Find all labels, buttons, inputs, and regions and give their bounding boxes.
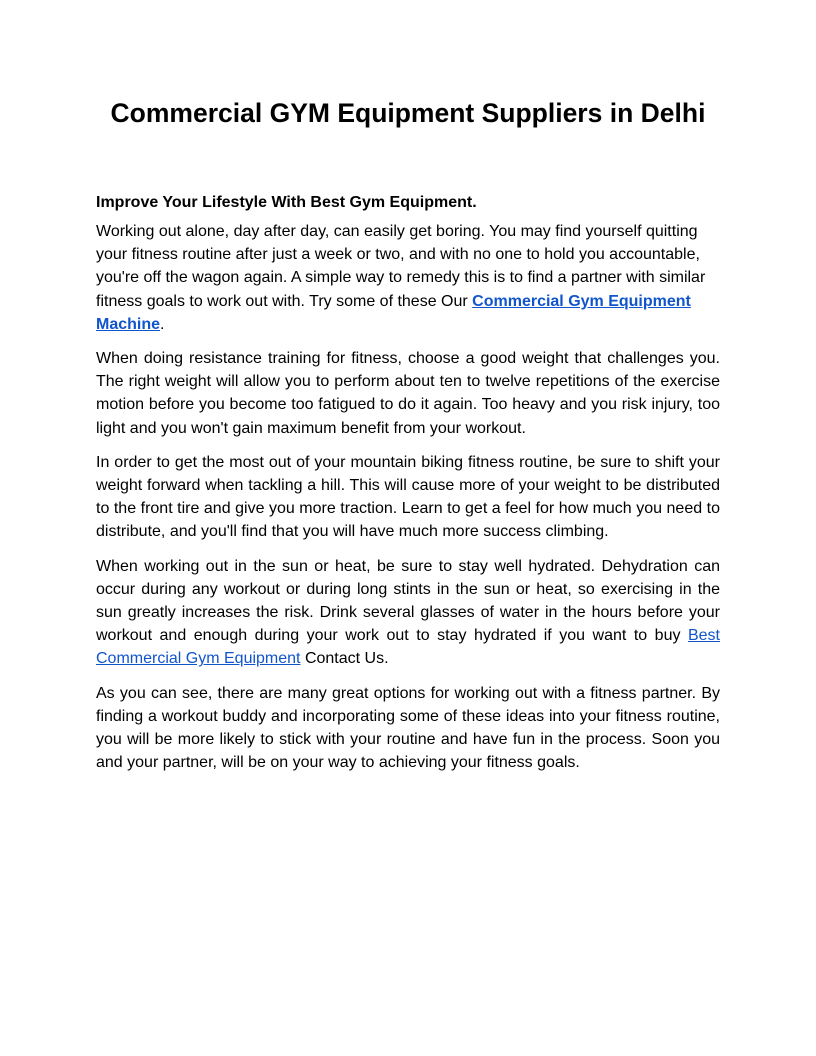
document-page (96, 0, 720, 774)
paragraph-hydration (96, 555, 720, 671)
paragraph-partner-text: Working out alone, day after day, can easily get boring. You may find yourself quitting your fitness routine after just a week or two, and with no one to hold you accountable, you're off the wagon again. A simple way to remedy this is to find a partner with similar fitness goals to work out with. Try some of these Our (96, 223, 706, 310)
section-subheading: Improve Your Lifestyle With Best Gym Equipment. (96, 194, 477, 211)
best-commercial-gym-equipment-link[interactable]: Best Commercial Gym Equipment (96, 627, 720, 668)
paragraph-partner (96, 220, 720, 336)
paragraph-mountain-biking: In order to get the most out of your mountain biking fitness routine, be sure to shift your weight forward when tackling a hill. This will cause more of your weight to be distributed to the front tire and give you more traction. Learn to get a feel for how much you need to distribute, and you'll find that you will have much more success climbing. (96, 453, 720, 541)
paragraph-resistance: When doing resistance training for fitness, choose a good weight that challenges you. The right weight will allow you to perform about ten to twelve repetitions of the exercise motion before you become too fatigued to do it again. Too heavy and you risk injury, too light and you won't gain maximum benefit from your workout. (96, 350, 720, 437)
document-title: Commercial GYM Equipment Suppliers in Delhi (110, 98, 706, 128)
paragraph-partner-end: . (160, 315, 165, 333)
paragraph-hydration-text: When working out in the sun or heat, be sure to stay well hydrated. Dehydration can occur during any workout or during long stints in the sun or heat, so exercising in the sun greatly increases the risk. Drink several glasses of water in the hours before your workout and enough during your work out to stay hydrated if you want to buy (96, 557, 720, 645)
commercial-gym-equipment-machine-link[interactable]: Commercial Gym Equipment Machine (96, 292, 691, 333)
paragraph-hydration-end: Contact Us. (300, 650, 389, 668)
paragraph-conclusion: As you can see, there are many great options for working out with a fitness partner. By finding a workout buddy and incorporating some of these ideas into your fitness routine, you will be more likely to stick with your routine and have fun in the process. Soon you and your partner, will be on your way to achieving your fitness goals. (96, 684, 720, 772)
